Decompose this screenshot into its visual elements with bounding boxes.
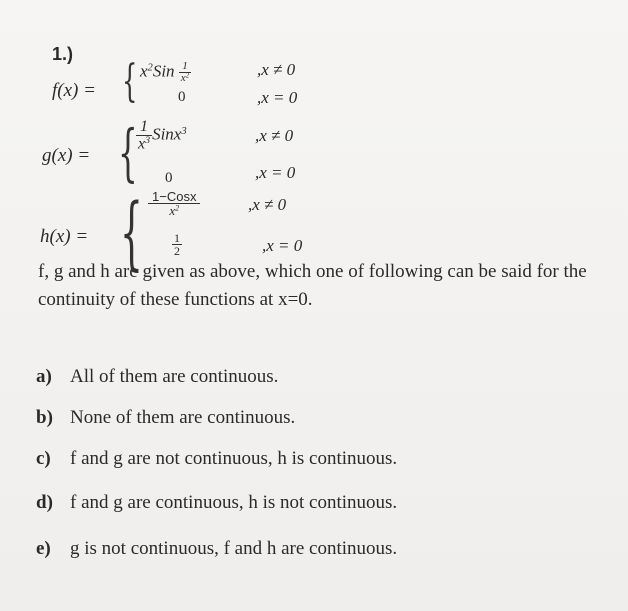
f-fraction	[179, 61, 191, 84]
option-d	[36, 492, 397, 514]
h-half-den: 2	[174, 244, 180, 258]
option-c-label: c)	[36, 448, 51, 469]
option-b	[36, 407, 295, 429]
option-a-text: All of them are continuous.	[70, 366, 279, 387]
option-c	[36, 448, 397, 470]
g-case1-expression	[136, 119, 187, 152]
option-b-text: None of them are continuous.	[70, 407, 296, 428]
f-coef: x	[140, 61, 148, 81]
f-brace: {	[122, 56, 138, 107]
f-frac-num: 1	[179, 61, 191, 73]
f-case2-value: 0	[178, 89, 186, 105]
g-func: Sinx	[152, 124, 182, 144]
option-e-text: g is not continuous, f and h are continuous.	[70, 538, 398, 559]
question-statement: f, g and h are given as above, which one of following can be said for the continuity of these functions at x=0.	[38, 261, 587, 310]
h-brace: {	[120, 186, 143, 279]
g-fraction	[136, 119, 152, 152]
option-d-text: f and g are continuous, h is not continuous.	[70, 492, 398, 513]
h-fraction	[148, 190, 200, 217]
g-case1-condition: ,x ≠ 0	[255, 126, 294, 145]
h-half-num: 1	[174, 231, 180, 245]
h-frac-num: 1−Cosx	[148, 190, 200, 204]
f-exp: 2	[147, 62, 153, 74]
f-func: Sin	[152, 61, 175, 81]
option-a-label: a)	[36, 366, 52, 387]
h-half-fraction	[172, 232, 182, 257]
g-brace: {	[118, 116, 138, 189]
g-frac-den: x	[138, 135, 146, 153]
option-d-label: d)	[36, 492, 53, 513]
f-label: f(x) =	[52, 80, 96, 101]
option-e-label: e)	[36, 538, 51, 559]
f-frac-den: x	[180, 72, 186, 84]
h-case2-expression	[172, 232, 182, 257]
option-a	[36, 366, 278, 388]
g-case2-condition: ,x = 0	[255, 163, 296, 182]
g-frac-num: 1	[136, 119, 152, 136]
h-case2-condition: ,x = 0	[262, 236, 303, 255]
g-frac-den-exp: 3	[145, 135, 151, 146]
g-case2-value: 0	[165, 170, 173, 186]
g-label: g(x) =	[42, 145, 91, 166]
option-c-text: f and g are not continuous, h is continuous.	[70, 448, 398, 469]
question-number: 1.)	[52, 44, 74, 64]
h-case1-condition: ,x ≠ 0	[248, 195, 287, 214]
option-b-label: b)	[36, 407, 53, 428]
h-frac-den: x	[169, 203, 176, 218]
h-label: h(x) =	[40, 226, 89, 247]
h-frac-den-exp: 2	[175, 203, 180, 213]
f-case1-expression	[140, 61, 191, 84]
g-exp: 3	[181, 125, 187, 137]
f-frac-den-exp: 2	[185, 72, 190, 80]
h-case1-expression	[148, 190, 200, 217]
f-case1-condition: ,x ≠ 0	[257, 60, 296, 79]
option-e	[36, 538, 397, 560]
f-case2-condition: ,x = 0	[257, 88, 298, 107]
